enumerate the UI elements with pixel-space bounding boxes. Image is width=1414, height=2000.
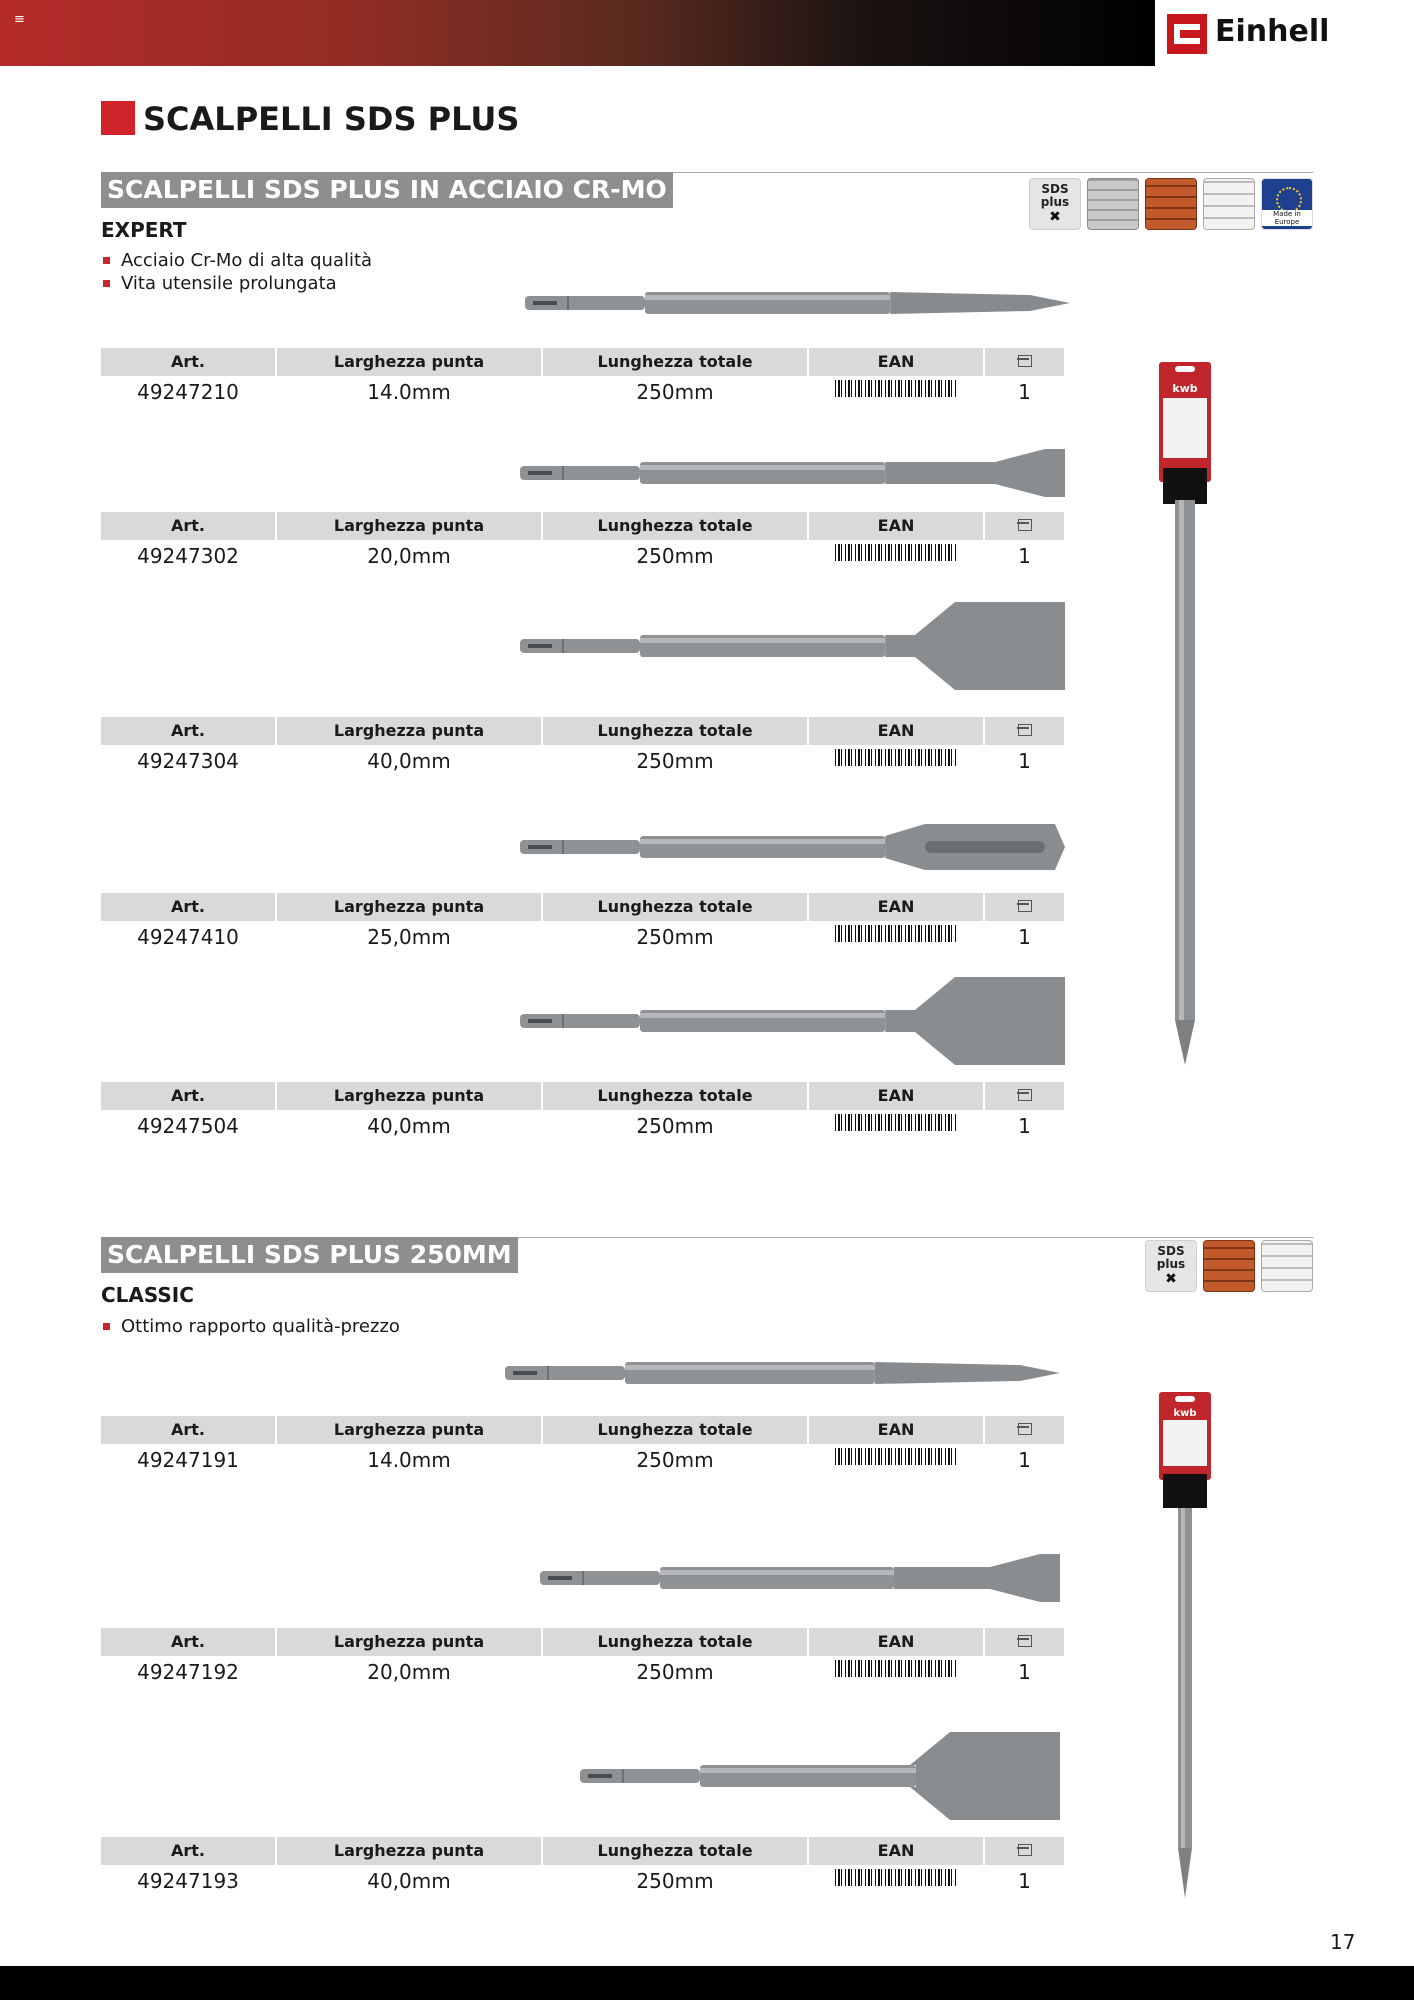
article-number: 49247304 <box>137 749 239 773</box>
feature-item: Vita utensile prolungata <box>101 272 372 295</box>
eu-badge-icon <box>1261 178 1313 230</box>
column-header: Larghezza punta <box>277 893 541 921</box>
total-length: 250mm <box>636 1660 714 1684</box>
pack-qty-header <box>985 1416 1064 1444</box>
column-header: Lunghezza totale <box>543 893 807 921</box>
barcode-icon <box>835 1448 957 1472</box>
ean-barcode <box>809 922 983 952</box>
cross-icon: ✖ <box>1049 209 1061 225</box>
total-length: 250mm <box>636 749 714 773</box>
section-title: SCALPELLI SDS PLUS 250MM <box>101 1237 518 1273</box>
concrete-badge-icon <box>1087 178 1139 230</box>
chisel-image <box>520 600 1065 692</box>
pack-qty-header <box>985 1628 1064 1656</box>
barcode-icon <box>835 925 957 949</box>
page-title: SCALPELLI SDS PLUS <box>143 100 520 138</box>
chisel-image <box>520 822 1065 872</box>
tip-width: 20,0mm <box>367 544 451 568</box>
product-image <box>520 822 1065 876</box>
package-icon <box>1018 355 1032 367</box>
article-number: 49247193 <box>137 1869 239 1893</box>
pack-quantity: 1 <box>1018 380 1031 404</box>
header-bar <box>0 0 1155 66</box>
product-image <box>505 1355 1060 1395</box>
total-length: 250mm <box>636 544 714 568</box>
column-header: Larghezza punta <box>277 1628 541 1656</box>
package-icon <box>1018 1423 1032 1435</box>
product-image <box>540 1552 1060 1608</box>
sds-label: SDS <box>1041 182 1069 196</box>
package-icon <box>1018 900 1032 912</box>
barcode-icon <box>835 1869 957 1893</box>
section-subtitle: CLASSIC <box>101 1283 194 1307</box>
column-header: Art. <box>101 893 275 921</box>
feature-item: Acciaio Cr-Mo di alta qualità <box>101 249 372 272</box>
title-marker <box>101 101 135 135</box>
product-image <box>520 600 1065 696</box>
column-header: EAN <box>809 1837 983 1865</box>
pack-qty-header <box>985 893 1064 921</box>
column-header: Lunghezza totale <box>543 1082 807 1110</box>
white-badge-icon <box>1261 1240 1313 1292</box>
pack-quantity: 1 <box>1018 1869 1031 1893</box>
column-header: Art. <box>101 512 275 540</box>
sds-badge-icon <box>1145 1240 1197 1292</box>
chisel-image <box>520 975 1065 1067</box>
column-header: Art. <box>101 1082 275 1110</box>
ean-barcode <box>809 1445 983 1475</box>
tip-width: 40,0mm <box>367 1869 451 1893</box>
brand-logo[interactable] <box>1155 0 1414 66</box>
brick-badge-icon <box>1203 1240 1255 1292</box>
pack-quantity: 1 <box>1018 1114 1031 1138</box>
column-header: Lunghezza totale <box>543 717 807 745</box>
column-header: EAN <box>809 348 983 376</box>
ean-barcode <box>809 1111 983 1141</box>
sds-label: SDS <box>1157 1244 1185 1258</box>
feature-list <box>101 1315 400 1338</box>
total-length: 250mm <box>636 1114 714 1138</box>
total-length: 250mm <box>636 380 714 404</box>
brand-name: Einhell <box>1215 14 1330 49</box>
section-title: SCALPELLI SDS PLUS IN ACCIAIO CR-MO <box>101 172 673 208</box>
white-badge-icon <box>1203 178 1255 230</box>
ean-barcode <box>809 746 983 776</box>
chisel-image <box>520 447 1065 499</box>
package-icon <box>1018 519 1032 531</box>
product-image <box>580 1730 1060 1826</box>
pack-qty-header <box>985 512 1064 540</box>
barcode-icon <box>835 1660 957 1684</box>
tip-width: 14.0mm <box>367 380 451 404</box>
column-header: EAN <box>809 1082 983 1110</box>
total-length: 250mm <box>636 1869 714 1893</box>
packaged-chisel-image <box>1155 360 1215 1065</box>
ean-barcode <box>809 1657 983 1687</box>
column-header: Art. <box>101 348 275 376</box>
pack-qty-header <box>985 1837 1064 1865</box>
chisel-image <box>505 1355 1060 1391</box>
pack-quantity: 1 <box>1018 749 1031 773</box>
product-image <box>520 975 1065 1071</box>
column-header: Larghezza punta <box>277 1082 541 1110</box>
pack-quantity: 1 <box>1018 925 1031 949</box>
column-header: EAN <box>809 1416 983 1444</box>
package-brand: kwb <box>1172 382 1198 395</box>
column-header: Lunghezza totale <box>543 348 807 376</box>
column-header: Larghezza punta <box>277 348 541 376</box>
column-header: Art. <box>101 1416 275 1444</box>
barcode-icon <box>835 544 957 568</box>
tip-width: 40,0mm <box>367 1114 451 1138</box>
menu-icon[interactable]: ≡ <box>14 12 25 27</box>
footer-bar <box>0 1966 1414 2000</box>
feature-item: Ottimo rapporto qualità-prezzo <box>101 1315 400 1338</box>
total-length: 250mm <box>636 925 714 949</box>
column-header: Art. <box>101 1837 275 1865</box>
column-header: Art. <box>101 1628 275 1656</box>
pack-quantity: 1 <box>1018 544 1031 568</box>
barcode-icon <box>835 1114 957 1138</box>
column-header: EAN <box>809 512 983 540</box>
column-header: Art. <box>101 717 275 745</box>
pack-qty-header <box>985 717 1064 745</box>
article-number: 49247192 <box>137 1660 239 1684</box>
column-header: EAN <box>809 717 983 745</box>
package-icon <box>1018 1089 1032 1101</box>
product-image <box>520 447 1065 503</box>
pack-qty-header <box>985 348 1064 376</box>
package-icon <box>1018 724 1032 736</box>
package-icon <box>1018 1635 1032 1647</box>
barcode-icon <box>835 380 957 404</box>
column-header: Larghezza punta <box>277 717 541 745</box>
column-header: EAN <box>809 1628 983 1656</box>
cross-icon: ✖ <box>1165 1271 1177 1287</box>
section-subtitle: EXPERT <box>101 218 187 242</box>
ean-barcode <box>809 1866 983 1896</box>
made-in-europe-label: Made in Europe <box>1262 210 1312 226</box>
column-header: Lunghezza totale <box>543 512 807 540</box>
tip-width: 14.0mm <box>367 1448 451 1472</box>
article-number: 49247504 <box>137 1114 239 1138</box>
tip-width: 20,0mm <box>367 1660 451 1684</box>
total-length: 250mm <box>636 1448 714 1472</box>
tip-width: 25,0mm <box>367 925 451 949</box>
sds-badge-icon <box>1029 178 1081 230</box>
tip-width: 40,0mm <box>367 749 451 773</box>
package-icon <box>1018 1844 1032 1856</box>
article-number: 49247191 <box>137 1448 239 1472</box>
brick-badge-icon <box>1145 178 1197 230</box>
article-number: 49247410 <box>137 925 239 949</box>
pack-qty-header <box>985 1082 1064 1110</box>
chisel-image <box>525 285 1070 321</box>
plus-label: plus <box>1156 1257 1186 1271</box>
chisel-image <box>540 1552 1060 1604</box>
column-header: Lunghezza totale <box>543 1628 807 1656</box>
barcode-icon <box>835 749 957 773</box>
column-header: Larghezza punta <box>277 512 541 540</box>
column-header: Larghezza punta <box>277 1837 541 1865</box>
ean-barcode <box>809 377 983 407</box>
plus-label: plus <box>1040 195 1070 209</box>
product-image <box>525 285 1070 325</box>
pack-quantity: 1 <box>1018 1448 1031 1472</box>
package-brand: kwb <box>1173 1408 1197 1419</box>
packaged-chisel-image <box>1155 1390 1215 1900</box>
column-header: Lunghezza totale <box>543 1416 807 1444</box>
pack-quantity: 1 <box>1018 1660 1031 1684</box>
chisel-image <box>580 1730 1060 1822</box>
feature-list <box>101 249 372 295</box>
column-header: Larghezza punta <box>277 1416 541 1444</box>
column-header: Lunghezza totale <box>543 1837 807 1865</box>
article-number: 49247302 <box>137 544 239 568</box>
article-number: 49247210 <box>137 380 239 404</box>
page-number: 17 <box>1330 1930 1356 1954</box>
ean-barcode <box>809 541 983 571</box>
column-header: EAN <box>809 893 983 921</box>
einhell-logo-icon <box>1167 14 1207 54</box>
